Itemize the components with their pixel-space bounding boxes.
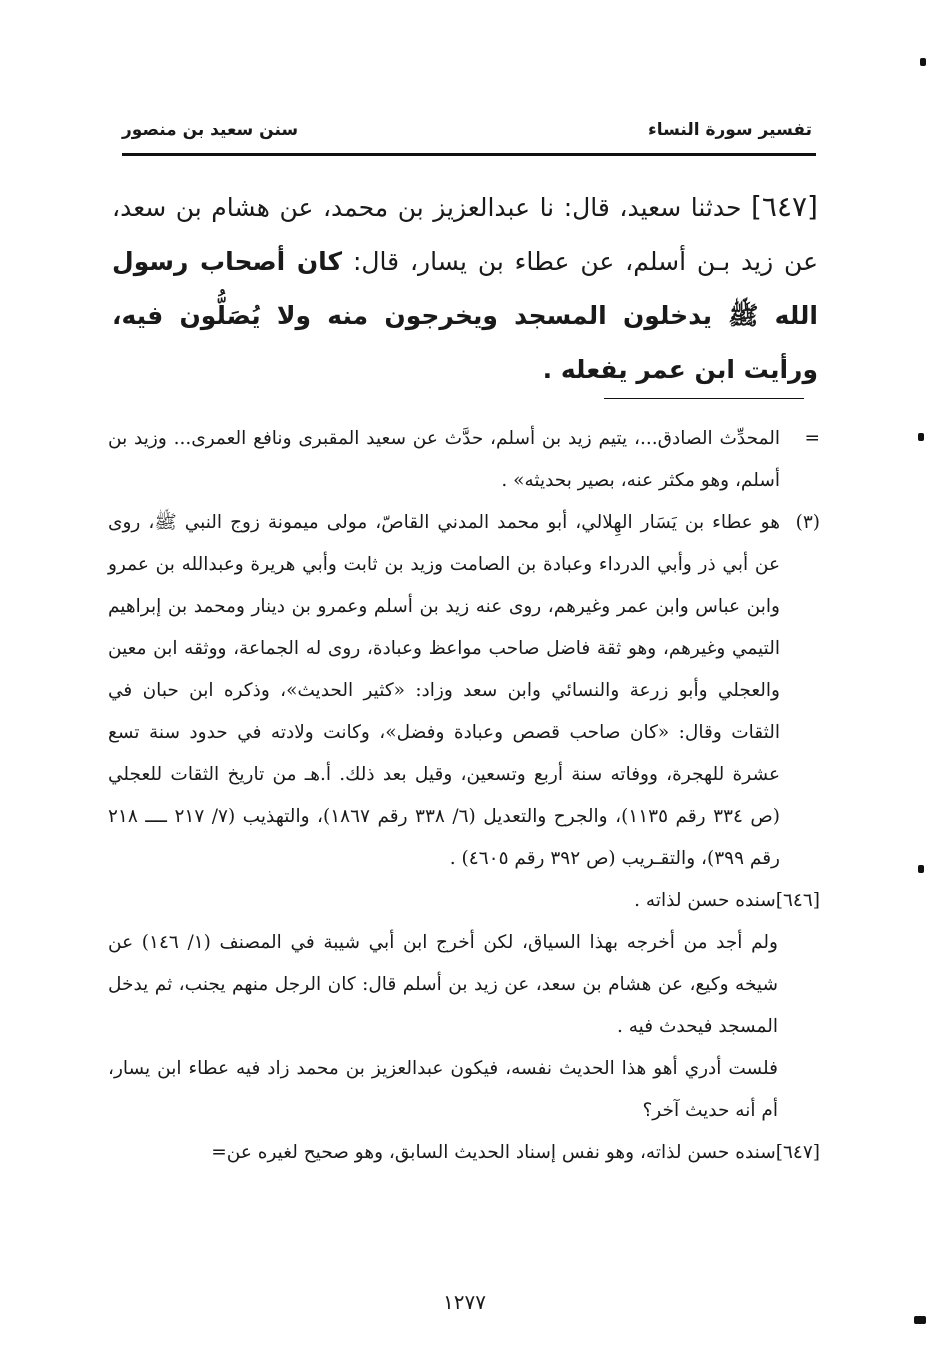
footnote-rule	[604, 398, 804, 399]
takhrij-646-comment	[108, 1048, 820, 1132]
scan-mark	[918, 433, 924, 441]
takhrij-text: [٦٤٧]سنده حسن لذاته، وهو نفس إسناد الحديث السابق، وهو صحيح لغيره عن=	[211, 1142, 820, 1163]
footnote-marker: (٣)	[795, 512, 820, 533]
footnote-continuation	[108, 418, 820, 502]
takhrij-647	[108, 1132, 820, 1174]
takhrij-text: ولم أجد من أخرجه بهذا السياق، لكن أخرج ابن أبي شيبة في المصنف (١/ ١٤٦) عن شيخه وكيع، عن هشام بن سعد، عن زيد بن أسلم قال: كان الرجل منهم يجنب، ثم يدخل المسجد فيحدث فيه .	[108, 932, 778, 1037]
takhrij-text: [٦٤٦]سنده حسن لذاته .	[634, 890, 820, 911]
takhrij-646-detail	[108, 922, 820, 1048]
footnote-3	[108, 502, 820, 880]
footnote-text: هو عطاء بن يَسَار الهِلالي، أبو محمد المدني القاصّ، مولى ميمونة زوج النبي ﷺ، روى عن أبي ذر وأبي الدرداء وعبادة بن الصامت وزيد بن ثابت وأبي هريرة وعبدالله بن عمرو وابن عباس وابن عمر وغيرهم، روى عنه زيد بن أسلم وعمرو بن دينار ومحمد بن إبراهيم التيمي وغيرهم، وهو ثقة فاضل صاحب مواعظ وعبادة، روى له الجماعة، ووثقه ابن معين والعجلي وأبو زرعة والنسائي وابن سعد وزاد: «كثير الحديث»، وذكره ابن حبان في الثقات وقال: «كان صاحب قصص وعبادة وفضل»، وكانت ولادته في حدود سنة تسع عشرة للهجرة، ووفاته سنة أربع وتسعين، وقيل بعد ذلك. أ.هـ من تاريخ الثقات للعجلي (ص ٣٣٤ رقم ١١٣٥)، والجرح والتعديل (٦/ ٣٣٨ رقم ١٨٦٧)، والتهذيب (٧/ ٢١٧ ــــ ٢١٨ رقم ٣٩٩)، والتقـريب (ص ٣٩٢ رقم ٤٦٠٥) .	[108, 512, 780, 869]
scan-mark	[920, 58, 926, 66]
running-header	[122, 112, 812, 148]
takhrij-text: فلست أدري أهو هذا الحديث نفسه، فيكون عبدالعزيز بن محمد زاد فيه عطاء ابن يسار، أم أنه حديث آخر؟	[108, 1058, 778, 1121]
scan-mark	[918, 865, 924, 873]
takhrij-646	[108, 880, 820, 922]
hadith-number: [٦٤٧]	[750, 190, 818, 223]
page-number: ١٢٧٧	[443, 1290, 486, 1314]
hadith-isnad: حدثنا سعيد، قال: نا عبدالعزيز بن محمد، عن هشام بن سعد، عن زيد بـن أسلم، عن عطاء بن يسار، قال:	[112, 193, 818, 276]
hadith-text	[112, 180, 818, 397]
header-rule	[122, 153, 816, 156]
footnotes	[108, 418, 820, 1174]
header-surah-title: تفسير سورة النساء	[648, 120, 812, 140]
footnote-marker: =	[804, 428, 820, 449]
hadith-matn: كان أصحاب رسول الله ﷺ يدخلون المسجد ويخرجون منه ولا يُصَلُّون فيه، ورأيت ابن عمر يفعله .	[112, 247, 818, 384]
scan-mark	[914, 1316, 926, 1324]
header-book-title: سنن سعيد بن منصور	[122, 120, 299, 140]
footnote-text: المحدِّث الصادق...، يتيم زيد بن أسلم، حدَّث عن سعيد المقبرى ونافع العمرى... وزيد بن أسلم، وهو مكثر عنه، بصير بحديثه» .	[108, 428, 780, 491]
